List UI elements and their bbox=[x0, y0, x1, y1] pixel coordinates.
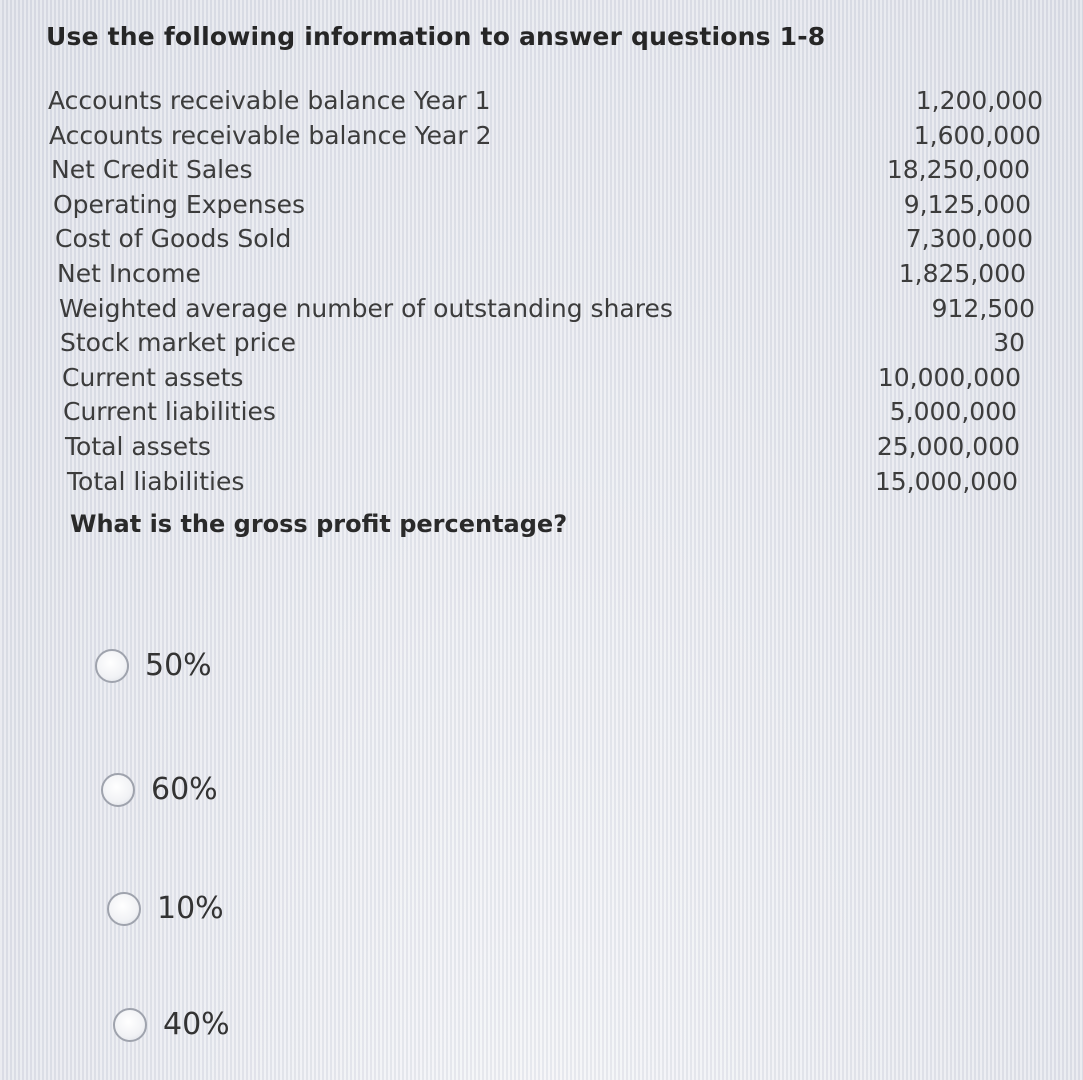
row-label: Stock market price bbox=[60, 328, 297, 358]
data-row bbox=[48, 326, 1043, 361]
data-row bbox=[48, 153, 1043, 188]
data-row bbox=[48, 361, 1043, 396]
option-label: 10% bbox=[157, 891, 224, 926]
data-row bbox=[48, 222, 1043, 257]
answer-option-50[interactable] bbox=[95, 648, 212, 683]
answer-option-10[interactable] bbox=[107, 891, 224, 926]
financial-data-table bbox=[48, 84, 1043, 499]
row-value: 1,600,000 bbox=[913, 120, 1041, 150]
radio-button-icon[interactable] bbox=[95, 649, 129, 683]
row-label: Weighted average number of outstanding shares bbox=[59, 293, 673, 323]
row-value: 15,000,000 bbox=[874, 466, 1018, 496]
instructions-heading: Use the following information to answer questions 1-8 bbox=[46, 22, 826, 51]
row-label: Accounts receivable balance Year 1 bbox=[48, 86, 491, 115]
answer-option-60[interactable] bbox=[101, 772, 218, 807]
row-label: Cost of Goods Sold bbox=[55, 224, 292, 254]
row-label: Total liabilities bbox=[67, 466, 245, 496]
radio-button-icon[interactable] bbox=[101, 773, 135, 807]
option-label: 50% bbox=[145, 648, 212, 683]
row-value: 18,250,000 bbox=[886, 155, 1030, 185]
row-label: Accounts receivable balance Year 2 bbox=[49, 120, 492, 150]
row-value: 1,825,000 bbox=[898, 258, 1026, 288]
row-value: 25,000,000 bbox=[876, 431, 1020, 461]
data-row bbox=[48, 430, 1043, 465]
radio-button-icon[interactable] bbox=[113, 1008, 147, 1042]
question-text: What is the gross profit percentage? bbox=[70, 510, 568, 538]
data-row bbox=[48, 119, 1043, 154]
data-row bbox=[48, 395, 1043, 430]
data-row bbox=[48, 257, 1043, 292]
option-label: 60% bbox=[151, 772, 218, 807]
row-value: 10,000,000 bbox=[877, 362, 1021, 392]
row-value: 9,125,000 bbox=[903, 189, 1031, 219]
row-label: Current assets bbox=[62, 362, 244, 392]
option-label: 40% bbox=[163, 1007, 230, 1042]
data-row bbox=[48, 465, 1043, 500]
radio-button-icon[interactable] bbox=[107, 892, 141, 926]
data-row bbox=[48, 188, 1043, 223]
row-label: Current liabilities bbox=[63, 397, 276, 427]
row-value: 912,500 bbox=[931, 293, 1035, 323]
data-row bbox=[48, 292, 1043, 327]
row-value: 7,300,000 bbox=[905, 224, 1033, 254]
data-row bbox=[48, 84, 1043, 119]
row-label: Net Credit Sales bbox=[51, 155, 253, 185]
row-label: Net Income bbox=[57, 258, 201, 288]
answer-option-40[interactable] bbox=[113, 1007, 230, 1042]
row-value: 30 bbox=[993, 328, 1025, 358]
row-value: 5,000,000 bbox=[889, 397, 1017, 427]
row-value: 1,200,000 bbox=[915, 86, 1043, 115]
row-label: Total assets bbox=[65, 431, 211, 461]
row-label: Operating Expenses bbox=[53, 189, 306, 219]
